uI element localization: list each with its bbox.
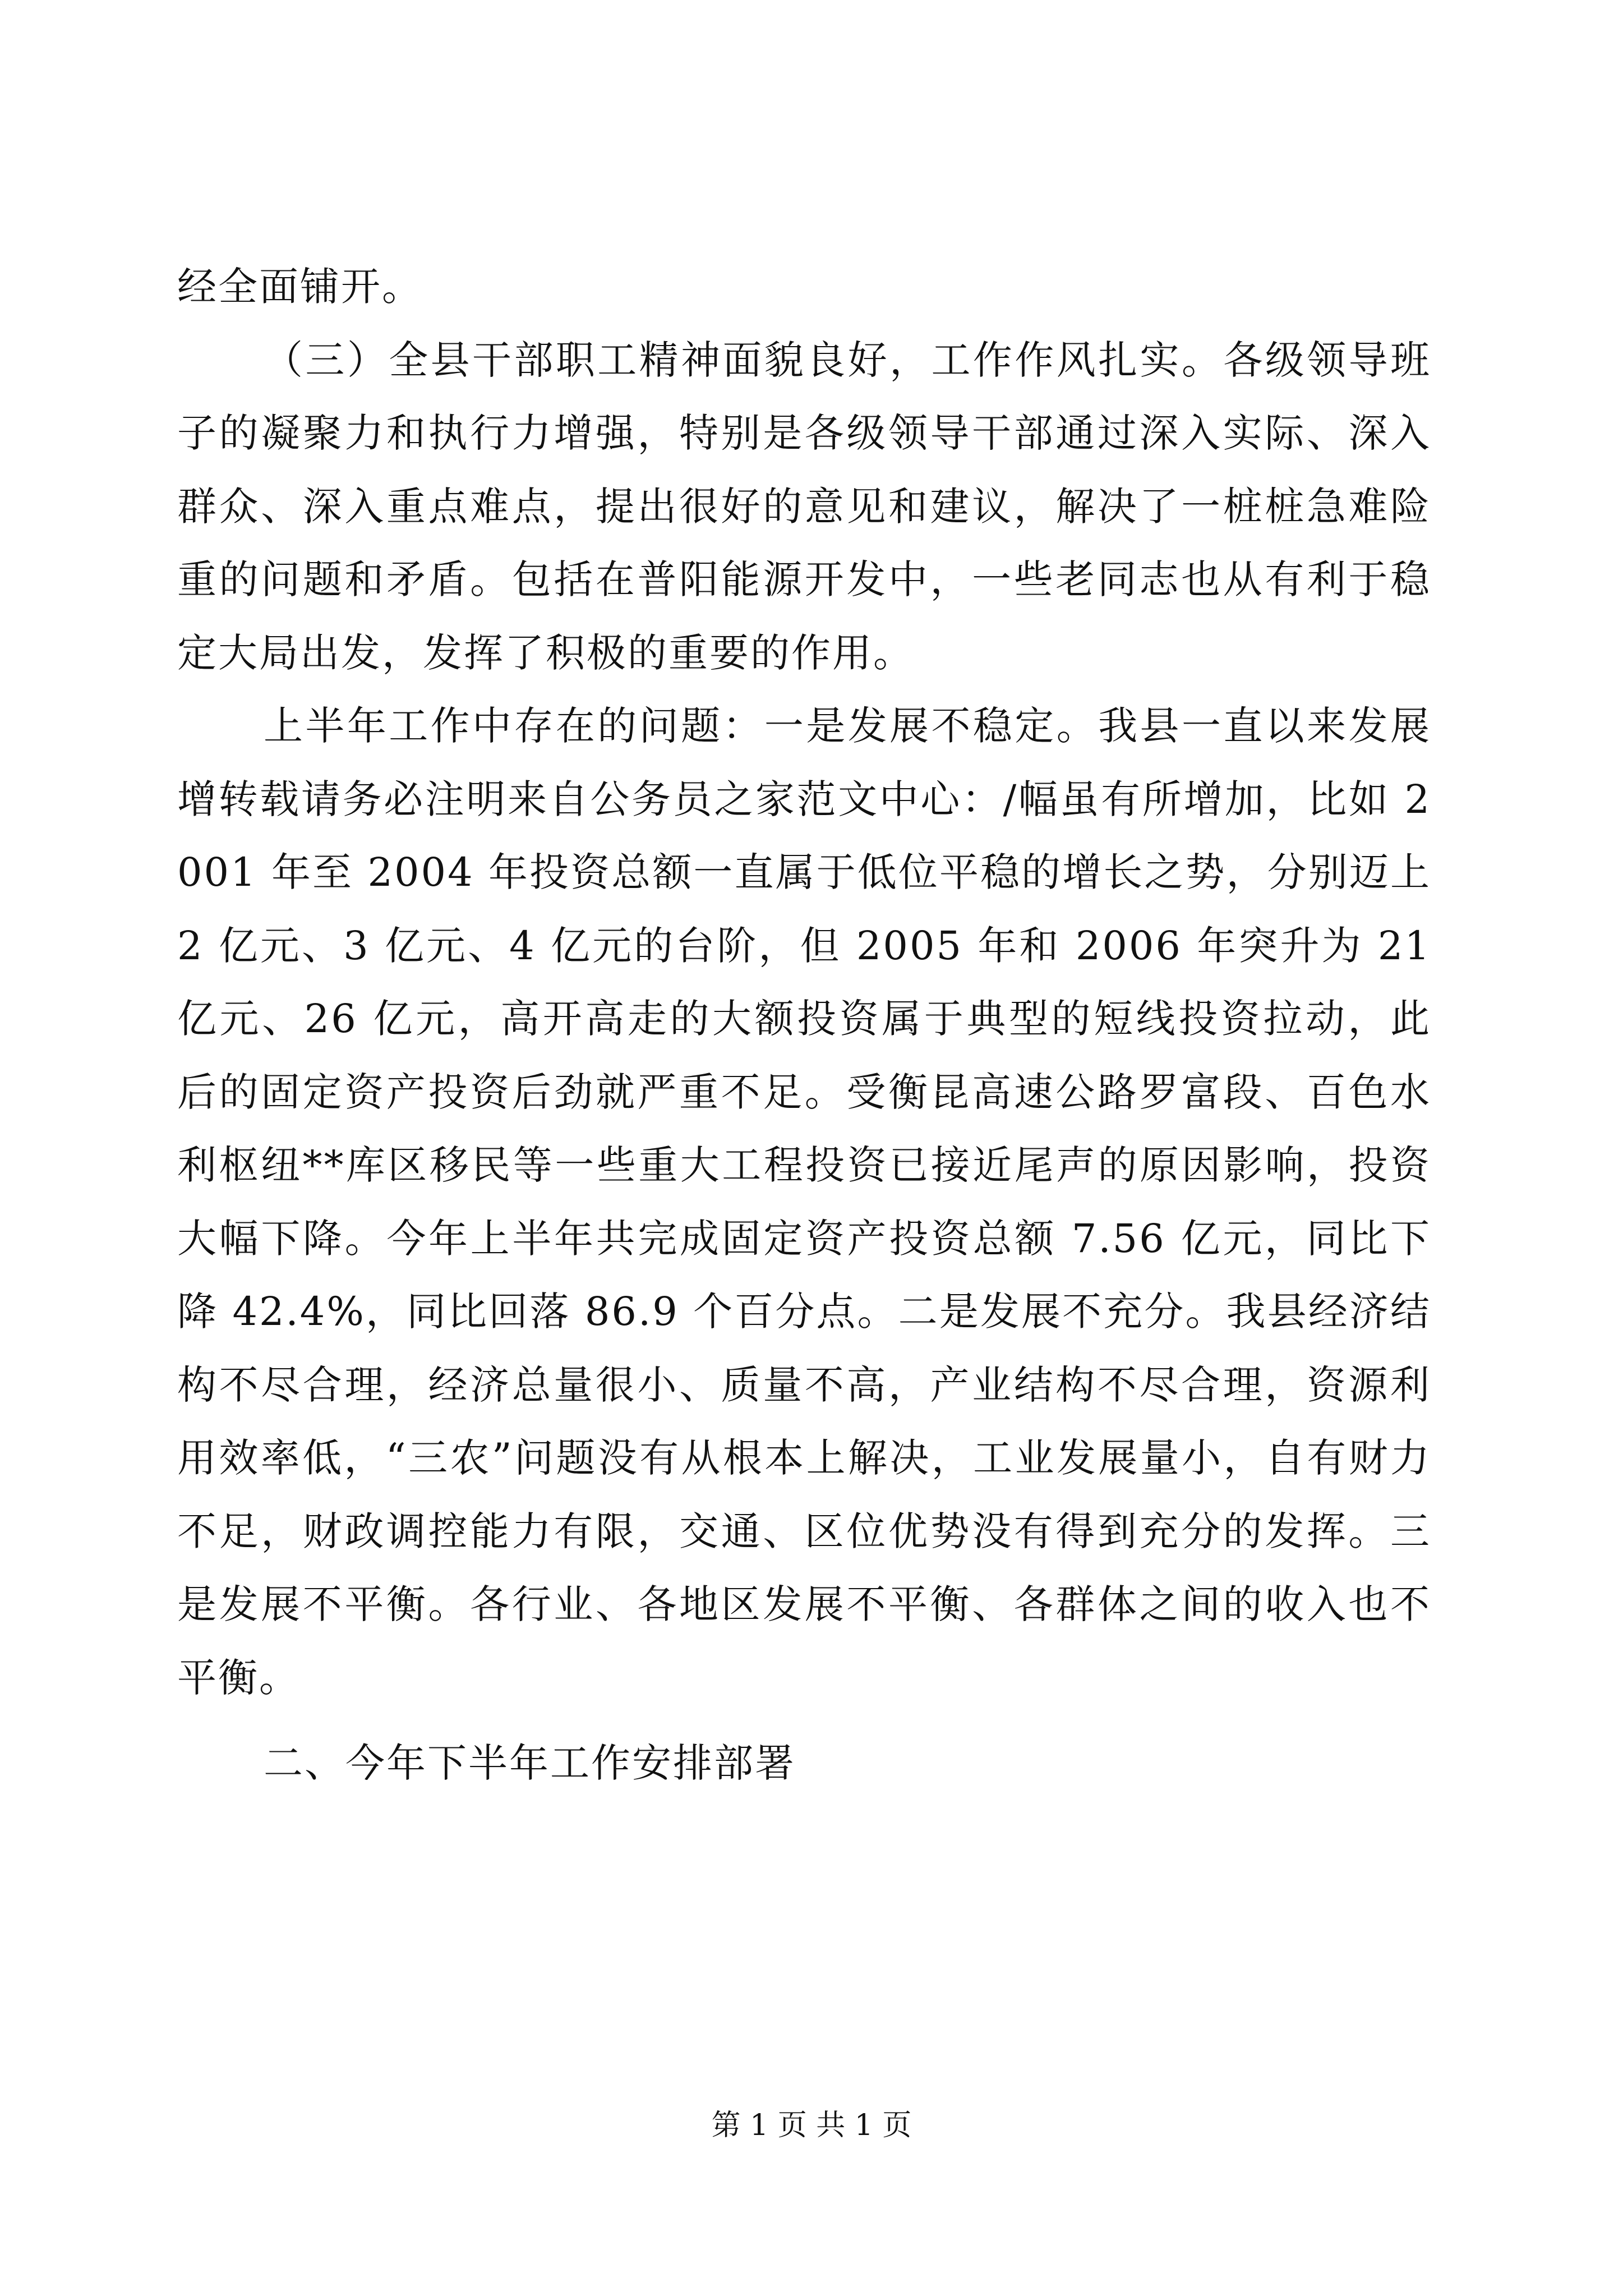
paragraph-section-three: （三）全县干部职工精神面貌良好，工作作风扎实。各级领导班子的凝聚力和执行力增强，特别是各级领导干部通过深入实际、深入群众、深入重点难点，提出很好的意见和建议，解决了一桩桩急难险重的问题和矛盾。包括在普阳能源开发中，一些老同志也从有利于稳定大局出发，发挥了积极的重要的作用。 — [177, 337, 1431, 676]
paragraph-problems: 上半年工作中存在的问题：一是发展不稳定。我县一直以来发展增转载请务必注明来自公务员之家范文中心：/幅虽有所增加，比如 2001 年至 2004 年投资总额一直属于低位平稳的增长之势，分别迈上 2 亿元、3 亿元、4 亿元的台阶，但 2005 年和 2006 年突升为 21 亿元、26 亿元，高开高走的大额投资属于典型的短线投资拉动，此后的固定资产投资后劲就严重不足。受衡昆高速公路罗富段、百色水利枢纽**库区移民等一些重大工程投资已接近尾声的原因影响，投资大幅下降。今年上半年共完成固定资产投资总额 7.56 亿元，同比下降 42.4%，同比回落 86.9 个百分点。二是发展不充分。我县经济结构不尽合理，经济总量很小、质量不高，产业结构不尽合理，资源利用效率低，“三农”问题没有从根本上解决，工业发展量小，自有财力不足，财政调控能力有限，交通、区位优势没有得到充分的发挥。三是发展不平衡。各行业、各地区发展不平衡、各群体之间的收入也不平衡。 — [177, 703, 1431, 1701]
paragraph-continuation: 经全面铺开。 — [177, 264, 423, 310]
document-body — [177, 250, 1431, 1800]
section-heading-second-half: 二、今年下半年工作安排部署 — [264, 1740, 796, 1786]
page-footer: 第 1 页 共 1 页 — [711, 2109, 912, 2142]
